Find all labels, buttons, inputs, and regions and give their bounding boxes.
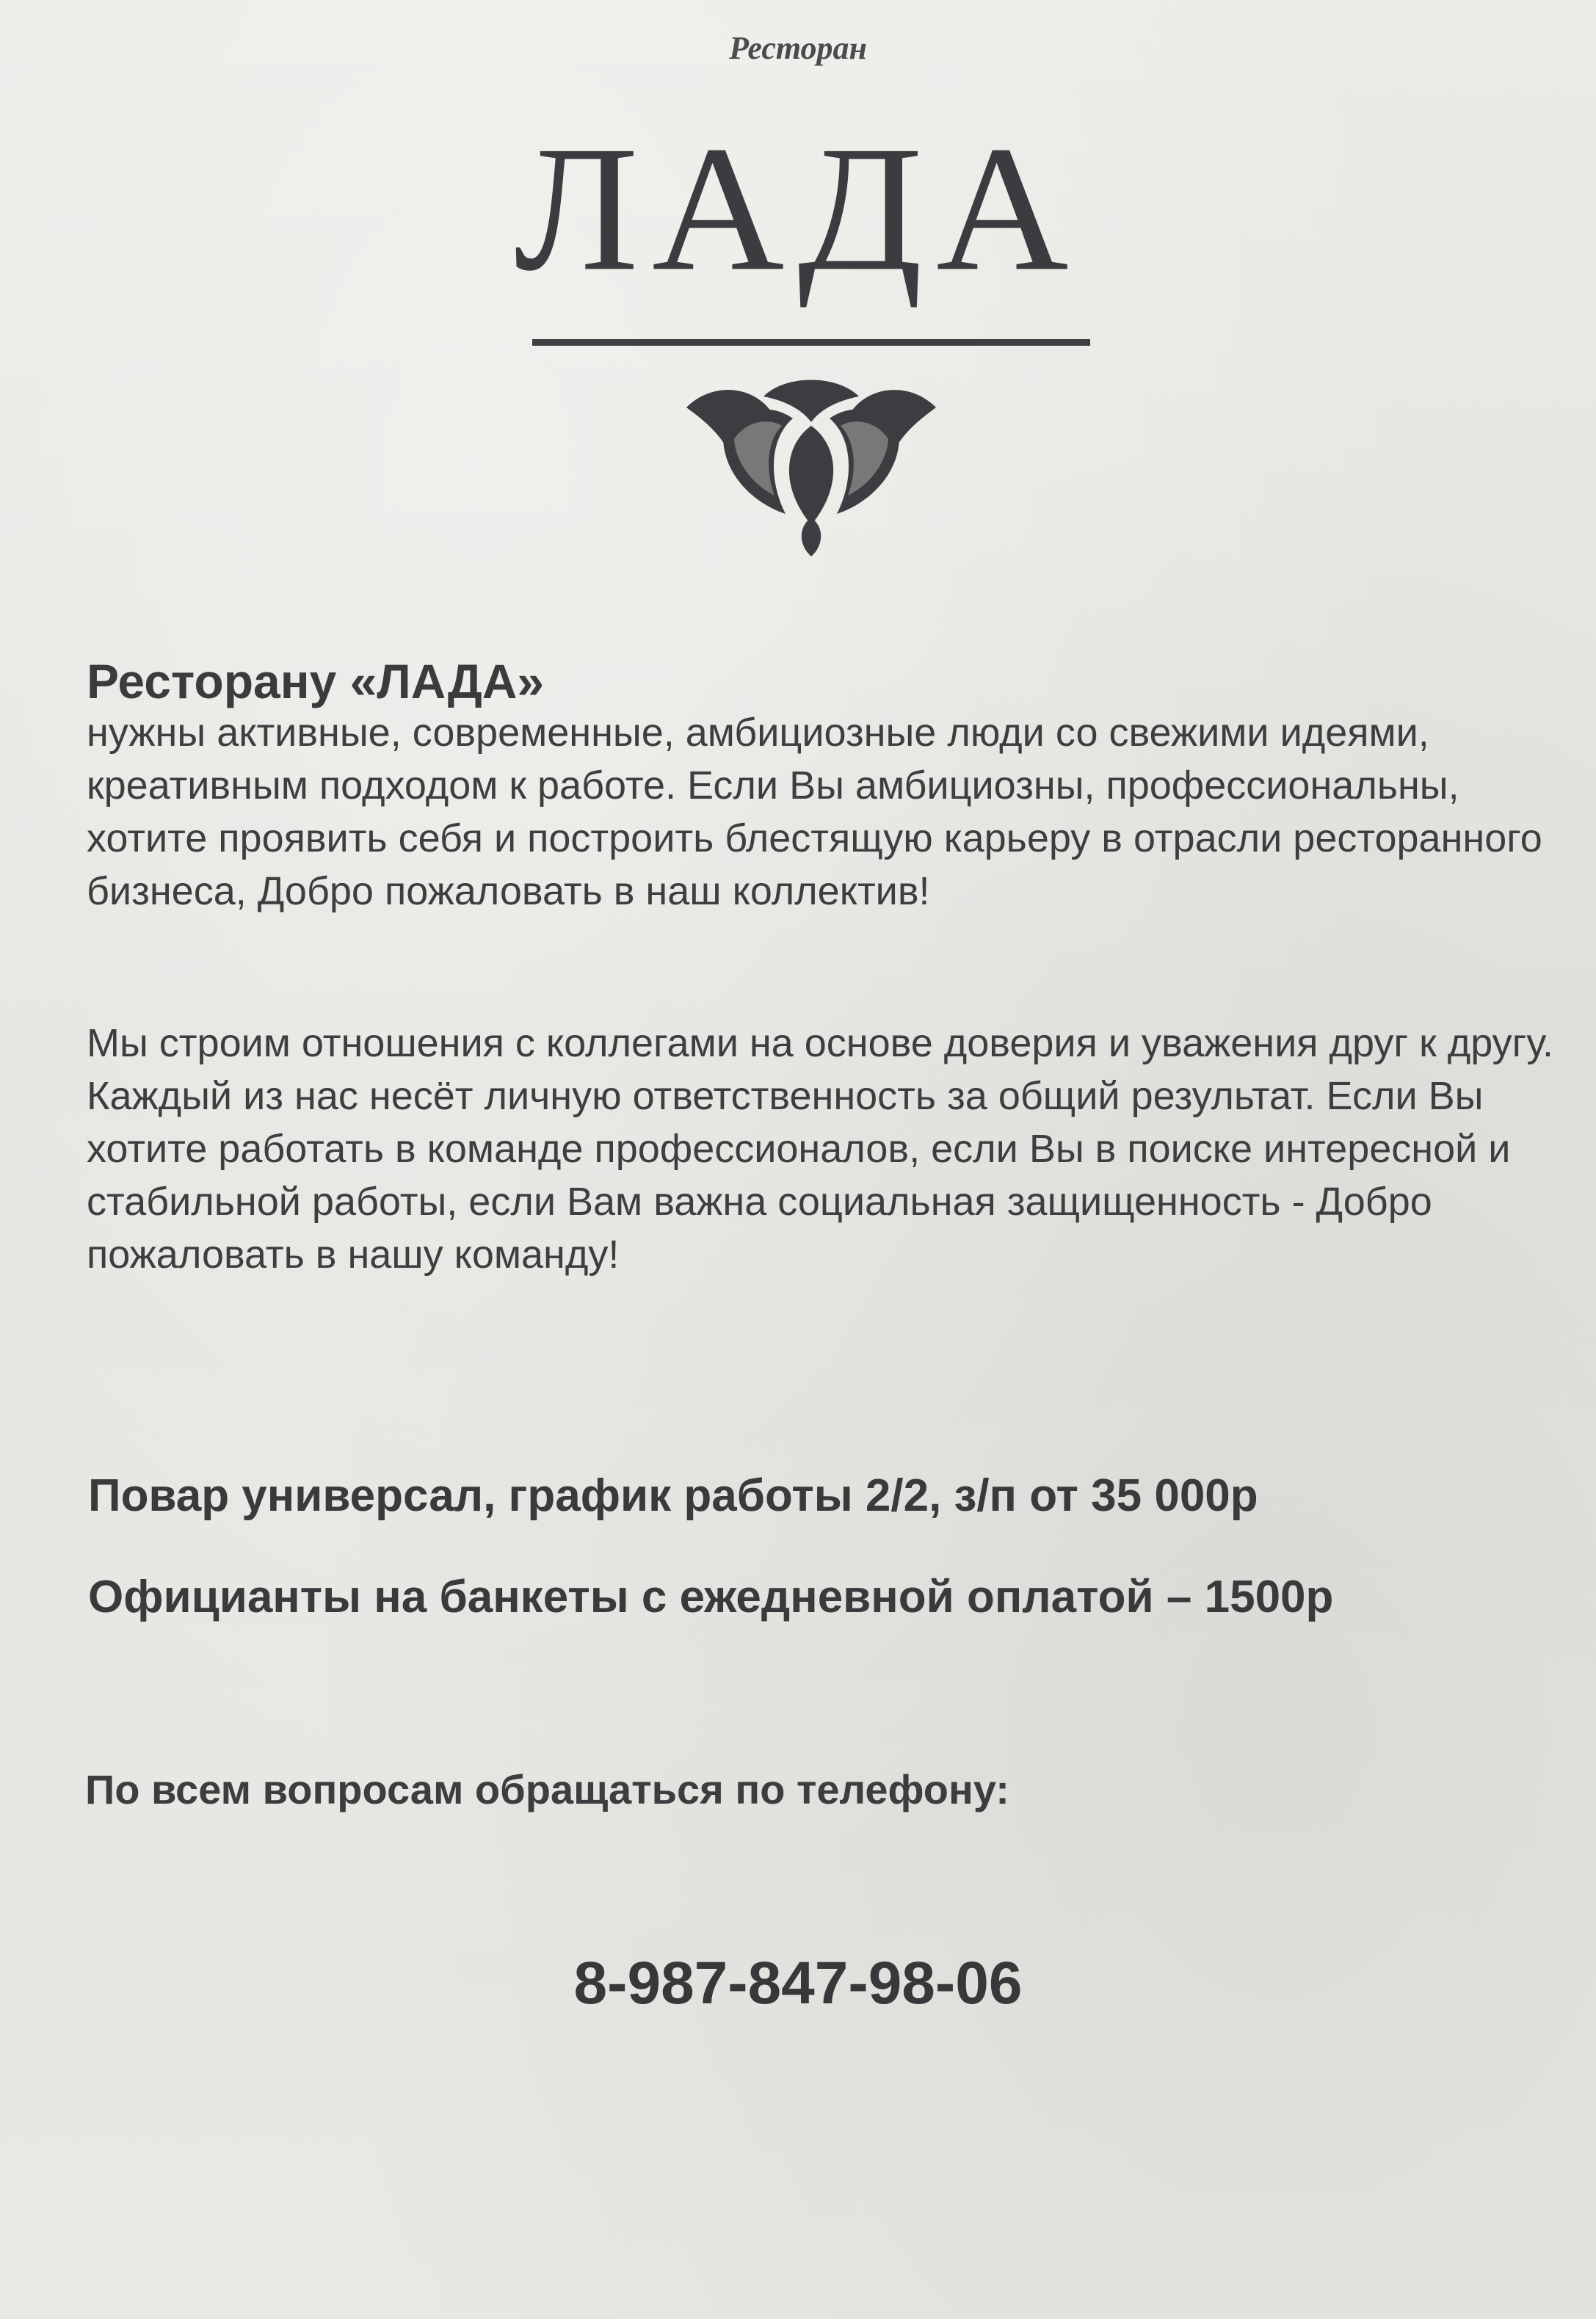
heading: Ресторану «ЛАДА» — [87, 654, 545, 708]
logo-subtitle: Ресторан — [729, 30, 867, 66]
paragraph-intro: нужны активные, современные, амбициозные люди со свежими идеями, креативным подходом к работе. Если Вы амбициозны, профессиональны, хотите проявить себя и построить блестящую карьеру в отрасли ресторанного бизнеса, Добро пожаловать в наш коллектив! — [87, 711, 1542, 913]
paragraph-values: Мы строим отношения с коллегами на основе доверия и уважения друг к другу. Каждый из нас несёт личную ответственность за общий результат. Если Вы хотите работать в команде профессионалов, если Вы в поиске интересной и стабильной работы, если Вам важна социальная защищенность - Добро пожаловать в нашу команду! — [87, 1021, 1553, 1277]
phone-number: 8-987-847-98-06 — [573, 1950, 1023, 2017]
vacancy-waiters: Официанты на банкеты с ежедневной оплатой – 1500р — [88, 1572, 1334, 1622]
contact-label: По всем вопросам обращаться по телефону: — [85, 1766, 1009, 1812]
lotus-flower-icon — [683, 367, 940, 558]
logo-name: ЛАДА — [514, 109, 1082, 309]
logo-divider — [532, 339, 1090, 346]
vacancy-cook: Повар универсал, график работы 2/2, з/п от 35 000р — [88, 1470, 1258, 1521]
